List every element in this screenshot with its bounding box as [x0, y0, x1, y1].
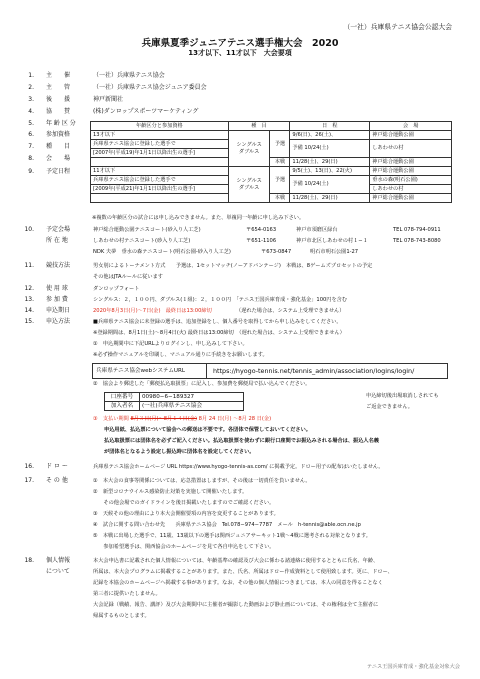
- table-header: 種 目: [228, 122, 290, 131]
- venue-cell: 神戸総合運動公園: [370, 167, 452, 176]
- date-cell: 9/6(日)、26(土)、: [290, 131, 370, 140]
- payment-note: が団体名となるよう設定し振込時に団体名を設定してください。: [104, 449, 255, 455]
- payment-note: 払込取扱票には団体名を必ずご記入ください。払込取扱票を使わずに銀行口座間でお振込みされる場合は、振込人名義: [104, 438, 379, 444]
- date-cell: 11/28(土)、29(日): [290, 194, 370, 203]
- privacy-text: 本大会申込書に記載された個人情報については、年齢基準の確認及び大会に係わる諸連絡に使用するとともに氏名、年齢、: [93, 558, 379, 564]
- venue-name: NDK 夫夢 垂水の森テニスコート(明石公園-砂入り人工芝): [93, 249, 231, 255]
- date-cell: 予備 10/24(土): [290, 176, 370, 194]
- venue-cell: 垂水の森(明石公園): [370, 176, 452, 185]
- item-label: 申込方法: [46, 318, 71, 325]
- venue-zip: 〒651-1106: [246, 238, 277, 244]
- date-cell: 11/28(土)、29(日): [290, 158, 370, 167]
- item-label: 競技方法: [46, 262, 71, 269]
- privacy-text: 帰属するものとします。: [93, 613, 150, 619]
- item-label: 後 援: [46, 96, 71, 103]
- item-number: 16.: [24, 463, 34, 470]
- other-note: ③ 天候その他の理由により本大会開催要項の内容を変更することがあります。: [93, 511, 279, 517]
- age-category: 13才以下: [91, 131, 229, 140]
- venue-name: しあわせの村テニスコート(砂入り人工芝): [93, 238, 191, 244]
- item-number: 9.: [28, 168, 34, 175]
- privacy-text: 大会記録（戦績、報告、講評）及び大会期間中に主催者が撮影した動画および静止画については、その権利は全て主催者に: [93, 602, 379, 608]
- date-cell: 予備 10/24(土): [290, 140, 370, 158]
- event-types: シングルス ダブルス: [228, 167, 270, 203]
- eligibility: [2009年(平成21)年1月1日以降出生の選手]: [91, 185, 229, 194]
- age-category: 11才以下: [91, 167, 229, 176]
- competition-rules: その他はJTAルールに従います: [93, 274, 163, 280]
- item-number: 12.: [24, 285, 34, 292]
- venue-zip: 〒654-0163: [246, 227, 277, 233]
- item-number: 4.: [28, 108, 34, 115]
- payment-note: 申込用紙、払込票について協会への郵送は不要です。各団体で保管しておいてください。: [104, 427, 311, 433]
- item-label: 年 齢 区 分: [46, 120, 76, 127]
- item-number: 1.: [28, 72, 34, 79]
- table-header: 日 程: [290, 122, 370, 131]
- item-label: 所 在 地: [46, 237, 68, 244]
- item-label: 予定会場: [46, 226, 71, 233]
- item-label: 予定日程: [46, 168, 71, 175]
- item-number: 17.: [24, 477, 34, 484]
- other-note: ⑤ 本戦に出場した選手で、11歳、13歳以下の選手は関西ジュニアサーキット1戦〜4戦に選考される対象となります。: [93, 533, 371, 539]
- item-number: 7.: [28, 143, 34, 150]
- account-label: 加入者名: [105, 402, 140, 411]
- table-header-row: [91, 122, 452, 131]
- round-label: 本戦: [270, 158, 290, 167]
- certification-note: （一社）兵庫県テニス協会公認大会: [343, 23, 452, 31]
- item-label: 協 賛: [46, 108, 71, 115]
- item-number: 10.: [24, 226, 34, 233]
- table-row: [91, 167, 452, 176]
- privacy-text: 記録を本協会のホームページへ掲載する事があります。なお、その他の個人情報につきましては、本人の同意を得ることなく: [93, 580, 383, 586]
- eligibility: 兵庫県テニス協会に登録した選手で: [91, 140, 229, 149]
- item-label: 個人情報: [46, 557, 71, 564]
- apply-line: ■兵庫県テニス協会に未登録の選手は、追加登録をし、個人番号を取得してから申し込みをしてください。: [93, 319, 342, 325]
- competition-format: 男女別によるトーナメント方式 予選は、1セットマッチ(ノーアドバンテージ) 本戦は、8ゲームズプロセットの予定: [93, 263, 373, 269]
- document-title: 兵庫県夏季ジュニアテニス選手権大会 2020: [141, 38, 339, 49]
- item-number: 11.: [24, 262, 34, 269]
- account-value: 00980−6−189327: [140, 393, 244, 402]
- date-cell: 9/5(土)、13(日)、22(火): [290, 167, 370, 176]
- item-label: について: [46, 568, 70, 575]
- schedule-table: [90, 121, 452, 203]
- venue-cell: しあわせの村: [370, 185, 452, 194]
- table-header: 会 場: [370, 122, 452, 131]
- spacer-cell: [91, 158, 229, 167]
- table-header: 年齢区分と参加資格: [91, 122, 229, 131]
- other-note: その他会場でのガイドラインを後日掲載いたしますのでご確認ください。: [93, 500, 275, 506]
- venue-address: 神戸市北区しあわせの村１−１: [296, 238, 368, 244]
- round-label: 予選: [270, 131, 290, 158]
- item-value: （一社）兵庫県テニス協会ジュニア委員会: [93, 84, 207, 91]
- payment-old-dates: 8月３日(月)〜8月１４日(金): [130, 416, 198, 422]
- venue-cell: 神戸総合運動公園: [370, 131, 452, 140]
- item-number: 15.: [24, 318, 34, 325]
- item-value: 神戸新聞社: [93, 96, 124, 103]
- other-note: ② 新型コロナウイルス感染防止対策を実施して開催いたします。: [93, 489, 248, 495]
- item-label: 申込期日: [46, 307, 71, 314]
- url-label: 兵庫県テニス協会webシステムURL: [93, 364, 207, 378]
- ball-value: ダンロップフォート: [93, 286, 140, 292]
- item-value: （一社）兵庫県テニス協会: [93, 72, 165, 79]
- apply-line: ② 協会より郵送した「郵便払込取扱票」に記入し、参加費を郵便局で払い込んでください。: [93, 381, 311, 387]
- item-number: 3.: [28, 96, 34, 103]
- item-label: 会 場: [46, 155, 71, 162]
- item-number: 18.: [24, 557, 34, 564]
- table-row: [91, 194, 452, 203]
- item-label: 主 管: [46, 84, 71, 91]
- refund-note: 申込締切後出場取消しされても: [366, 393, 439, 399]
- venue-cell: しあわせの村: [370, 140, 452, 158]
- item-number: 6.: [28, 131, 34, 138]
- venue-address: 神戸市須磨区緑台: [296, 227, 338, 233]
- venue-address: 明石市明石公園1-27: [310, 249, 359, 255]
- fee-value: シングルス：２，１００円、ダブルス(１組)：２，１００円 「テニス王国兵庫育成・強化基金」100円を含む: [93, 297, 348, 303]
- account-label: 口座番号: [105, 393, 140, 402]
- other-note: ④ 試合に関する問い合わせ先 兵庫県テニス協会 Tel.078−974−7787 メール h-tennis@able.ocn.ne.jp: [93, 522, 361, 528]
- deadline-value: 2020年8月3日(月)〜7日(金) 最終日は13:00締切: [93, 308, 212, 314]
- payment-new-dates: 8月 24 日(月) 〜8月 28 日(金): [198, 416, 272, 422]
- table-row: [91, 158, 452, 167]
- schedule-note: ※複数の年齢区分の試合には申し込みできません。また、単複同一年齢に申し込み下さい。: [92, 215, 305, 221]
- account-value: (一社)兵庫県テニス協会: [140, 402, 244, 411]
- payment-period: [93, 416, 271, 423]
- url-box: [92, 363, 448, 379]
- deadline-note: （遅れた場合は、システム上受理できません）: [236, 308, 345, 314]
- item-label: 参加資格: [46, 131, 71, 138]
- payment-label: ③ 支払い期間: [93, 416, 129, 422]
- item-number: 5.: [28, 120, 34, 127]
- item-label: そ の 他: [46, 477, 68, 484]
- venue-tel: TEL 078-743-8080: [393, 238, 441, 244]
- privacy-text: 所属は、本大会プログラムに掲載することがあります。また、氏名、所属はドロー作成資料として使用致します。更に、ドロー、: [93, 569, 393, 575]
- item-number: 8.: [28, 155, 34, 162]
- item-label: 主 催: [46, 72, 71, 79]
- round-label: 本戦: [270, 194, 290, 203]
- eligibility: [2007年(平成19)年1月1日以降出生の選手]: [91, 149, 229, 158]
- item-label: 参 加 費: [46, 296, 68, 303]
- apply-line: ① 申込期間中に下記URLよりログインし、申し込みして下さい。: [93, 341, 248, 347]
- item-number: 2.: [28, 84, 34, 91]
- spacer-cell: [91, 194, 229, 203]
- item-number: 13.: [24, 296, 34, 303]
- account-table: [104, 392, 244, 411]
- venue-cell: 神戸総合運動公園: [370, 158, 452, 167]
- privacy-text: 第三者に提供いたしません。: [93, 591, 161, 597]
- venue-name: 神戸総合運動公園テニスコート(砂入り人工芝): [93, 227, 201, 233]
- round-label: 予選: [270, 167, 290, 194]
- other-note: 参加希望選手は、関西協会のホームページを見て各自申込をして下さい。: [93, 544, 275, 550]
- item-label: 種 目: [46, 143, 71, 150]
- draw-info: 兵庫県テニス協会ホームページ URL https://www.hyogo-tennis-as.com/ に掲載予定。ドロー用子の配布はいたしません。: [93, 464, 384, 470]
- event-types: シングルス ダブルス: [228, 131, 270, 167]
- refund-note: ご返金できません。: [366, 404, 413, 410]
- table-row: [105, 402, 244, 411]
- venue-cell: 神戸総合運動公園: [370, 194, 452, 203]
- item-label: ド ロ ー: [46, 463, 68, 470]
- system-url-link[interactable]: https://hyogo-tennis.net/tennis_admin/association/logins/login/: [213, 367, 415, 375]
- eligibility: 兵庫県テニス協会に登録した選手で: [91, 176, 229, 185]
- venue-zip: 〒673-0847: [261, 249, 292, 255]
- item-value: (株)ダンロップスポーツマーケティング: [93, 108, 199, 115]
- document-subtitle: 13才以下、11才以下 大会要項: [188, 49, 292, 57]
- item-label: 使 用 球: [46, 285, 68, 292]
- apply-line: ※登録期間は、8月1日(土)〜8月4日(火) 最終日は13:00締切 （遅れた場合は、システム上受理できません）: [93, 330, 345, 336]
- footer-note: テニス王国兵庫育成・強化基金対象大会: [366, 664, 460, 670]
- item-number: 14.: [24, 307, 34, 314]
- other-note: ① 本大会の食事等関係については、応急措置はしますが、その後は一切責任を負いません。: [93, 478, 311, 484]
- venue-tel: TEL 078-794-0911: [393, 227, 441, 233]
- table-row: [91, 131, 452, 140]
- apply-line: ※必ず操作マニュアルを印刷し、マニュアル通りに手続きをお願いします。: [93, 352, 268, 358]
- table-row: [105, 393, 244, 402]
